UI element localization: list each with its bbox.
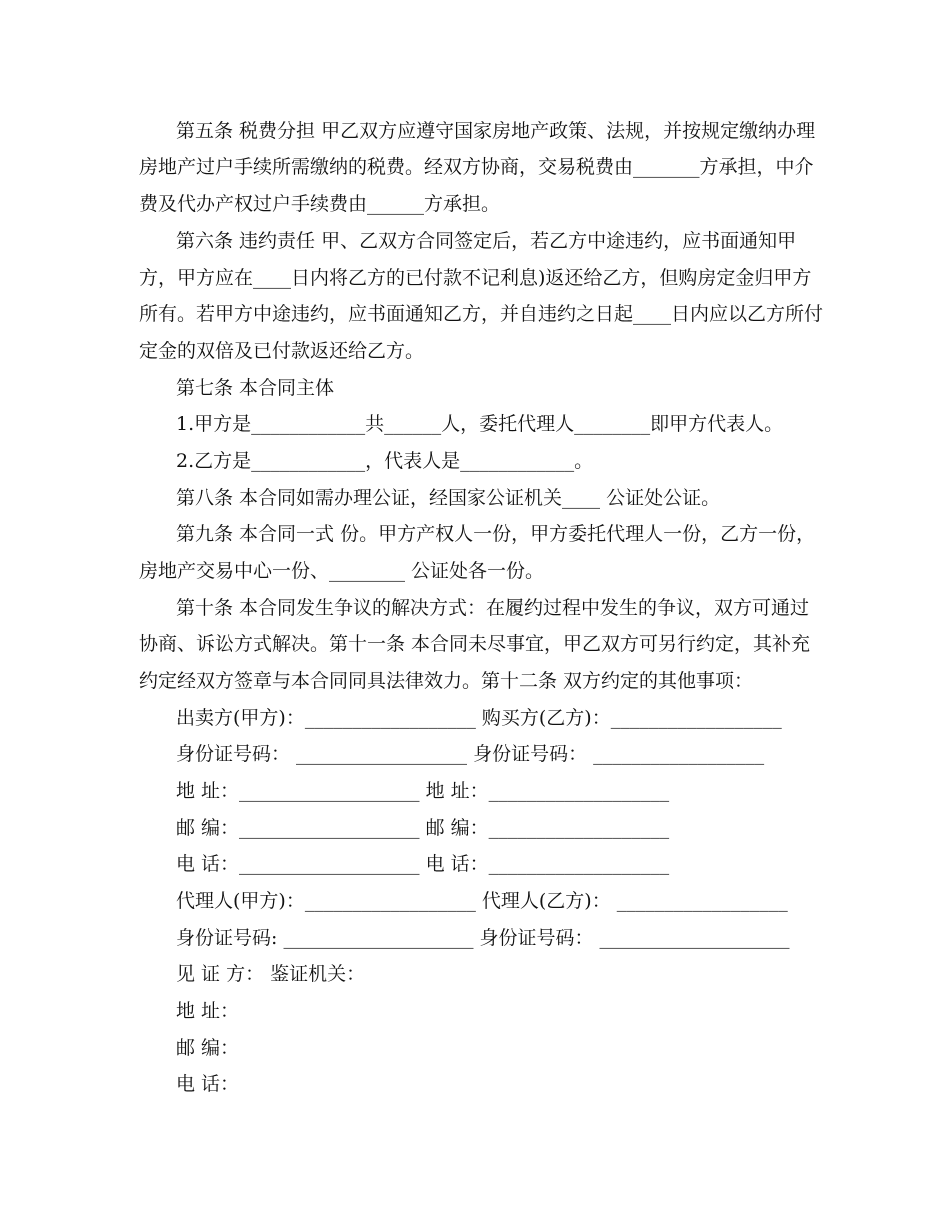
clause-6-line-1: 第六条 违约责任 甲、乙双方合同签定后，若乙方中途违约，应书面通知甲 [176,230,797,252]
witness-address-line: 地 址： [176,1000,240,1022]
clause-8-line: 第八条 本合同如需办理公证，经国家公证机关____ 公证处公证。 [176,487,721,509]
witness-line: 见 证 方： 鉴证机关： [176,963,366,985]
clause-6-line-3: 所有。若甲方中途违约，应书面通知乙方，并自违约之日起____日内应以乙方所付 [139,303,824,325]
witness-postcode-line: 邮 编： [176,1037,240,1059]
clause-5-line-1: 第五条 税费分担 甲乙双方应遵守国家房地产政策、法规，并按规定缴纳办理 [176,120,816,142]
party-b-line: 2.乙方是____________，代表人是____________。 [176,450,594,472]
witness-phone-line: 电 话： [176,1073,240,1095]
clause-10-line-3: 约定经双方签章与本合同同具法律效力。第十二条 双方约定的其他事项： [139,670,754,692]
id-number-line-1: 身份证号码： __________________ 身份证号码： __________________ [176,743,765,765]
clause-6-line-4: 定金的双倍及已付款返还给乙方。 [139,340,425,362]
agent-line: 代理人(甲方)：__________________ 代理人(乙方)： __________________ [176,890,788,912]
clause-10-line-1: 第十条 本合同发生争议的解决方式：在履约过程中发生的争议，双方可通过 [176,597,810,619]
clause-6-line-2: 方，甲方应在____日内将乙方的已付款不记利息)返还给乙方，但购房定金归甲方 [139,267,812,289]
party-a-line: 1.甲方是____________共______人，委托代理人________即甲方代表人。 [176,413,784,435]
clause-9-line-1: 第九条 本合同一式 份。甲方产权人一份，甲方委托代理人一份，乙方一份， [176,523,816,545]
phone-line: 电 话：___________________ 电 话：___________________ [176,853,670,875]
clause-5-line-3: 费及代办产权过户手续费由______方承担。 [139,193,501,215]
seller-buyer-line: 出卖方(甲方)：__________________ 购买方(乙方)：__________________ [176,707,782,729]
address-line: 地 址：___________________ 地 址：___________________ [176,780,670,802]
clause-7-heading: 第七条 本合同主体 [176,377,335,399]
clause-9-line-2: 房地产交易中心一份、________ 公证处各一份。 [139,560,545,582]
clause-5-line-2: 房地产过户手续所需缴纳的税费。经双方协商，交易税费由_______方承担，中介 [139,156,814,178]
postcode-line: 邮 编：___________________ 邮 编：___________________ [176,817,670,839]
clause-10-line-2: 协商、诉讼方式解决。第十一条 本合同未尽事宜，甲乙双方可另行约定，其补充 [139,633,811,655]
id-number-line-2: 身份证号码: ____________________ 身份证号码： ____________________ [176,927,790,949]
